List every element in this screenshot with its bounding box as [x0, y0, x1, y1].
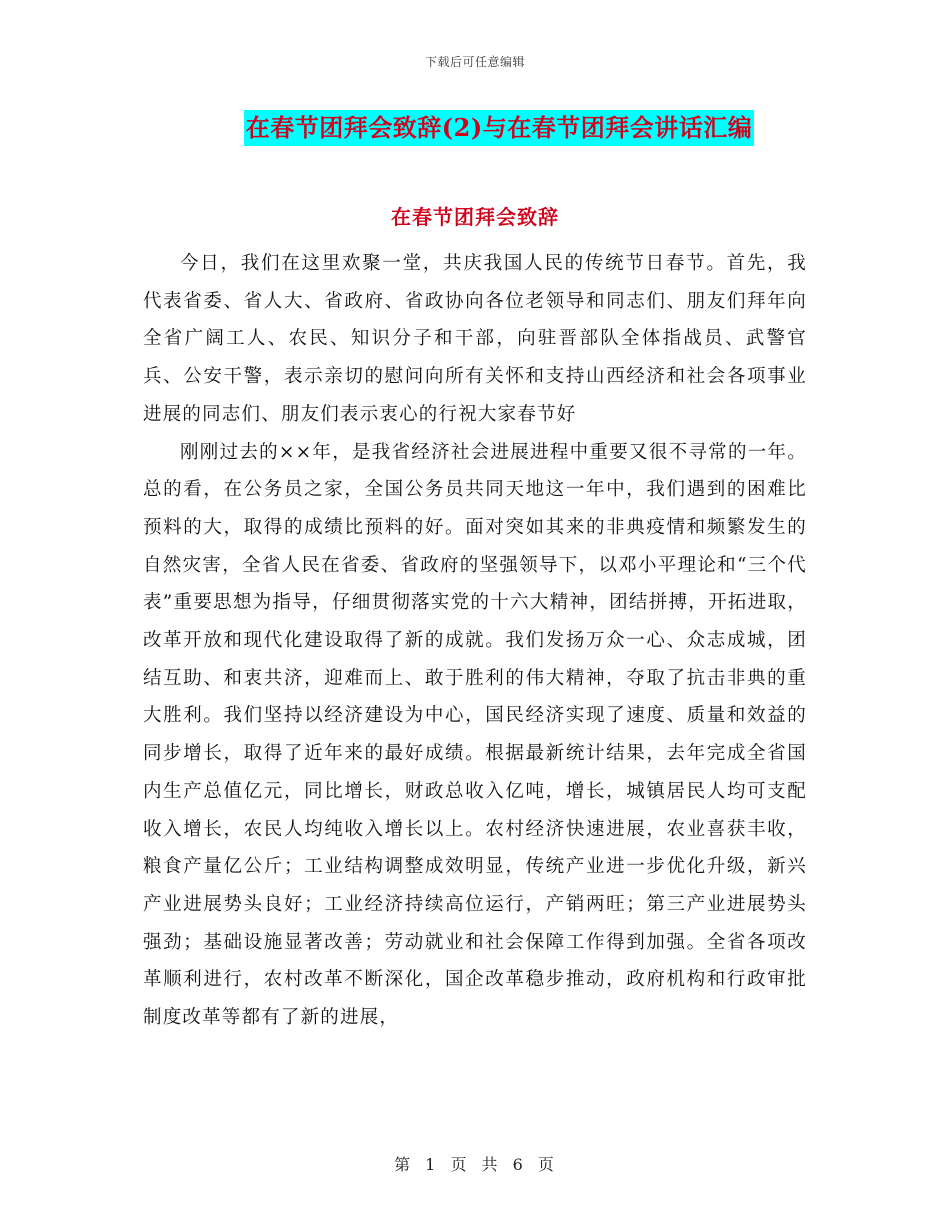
paragraph: 今日，我们在这里欢聚一堂，共庆我国人民的传统节日春节。首先，我代表省委、省人大、省政府、省政协向各位老领导和同志们、朋友们拜年向全省广阔工人、农民、知识分子和干部，向驻晋部队全体指战员、武警官兵、公安干警，表示亲切的慰问向所有关怀和支持山西经济和社会各项事业进展的同志们、朋友们表示衷心的行祝大家春节好 [143, 253, 807, 425]
document-title-container [0, 110, 950, 146]
document-body [143, 245, 807, 1037]
section-title: 在春节团拜会致辞 [391, 205, 559, 229]
page-number-footer: 第 1 页 共 6 页 [394, 1155, 556, 1174]
document-title: 在春节团拜会致辞(2)与在春节团拜会讲话汇编 [244, 110, 754, 146]
paragraph: 刚刚过去的××年，是我省经济社会进展进程中重要又很不寻常的一年。总的看，在公务员之家，全国公务员共同天地这一年中，我们遇到的困难比预料的大，取得的成绩比预料的好。面对突如其来的非典疫情和频繁发生的自然灾害，全省人民在省委、省政府的坚强领导下，以邓小平理论和“三个代表”重要思想为指导，仔细贯彻落实党的十六大精神，团结拼搏，开拓进取，改革开放和现代化建设取得了新的成就。我们发扬万众一心、众志成城，团结互助、和衷共济，迎难而上、敢于胜利的伟大精神，夺取了抗击非典的重大胜利。我们坚持以经济建设为中心，国民经济实现了速度、质量和效益的同步增长，取得了近年来的最好成绩。根据最新统计结果，去年完成全省国内生产总值亿元，同比增长，财政总收入亿吨，增长，城镇居民人均可支配收入增长，农民人均纯收入增长以上。农村经济快速进展，农业喜获丰收，粮食产量亿公斤；工业结构调整成效明显，传统产业进一步优化升级，新兴产业进展势头良好；工业经济持续高位运行，产销两旺；第三产业进展势头强劲；基础设施显著改善；劳动就业和社会保障工作得到加强。全省各项改革顺利进行，农村改革不断深化，国企改革稳步推动，政府机构和行政审批制度改革等都有了新的进展， [143, 441, 807, 1029]
header-note: 下载后可任意编辑 [424, 55, 525, 69]
